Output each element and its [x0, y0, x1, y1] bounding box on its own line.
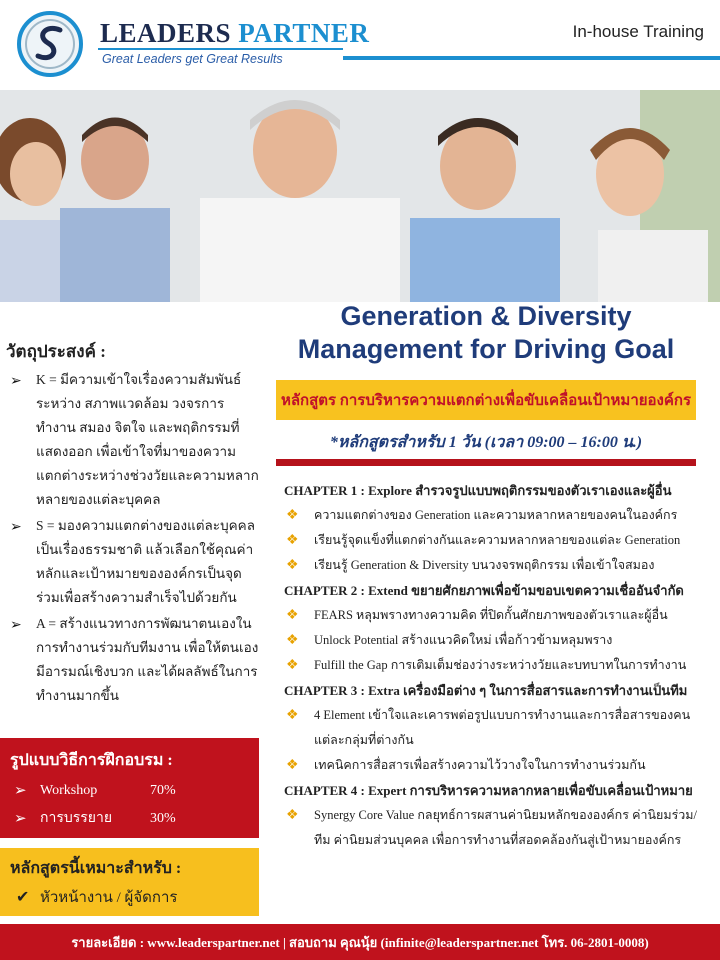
training-format-box: [0, 738, 259, 838]
brand-name-accent: PARTNER: [238, 18, 370, 48]
arrow-bullet-icon: ➢: [14, 783, 27, 799]
chapters-list: [284, 478, 704, 853]
training-format-label: Workshop: [40, 783, 98, 798]
chapter-item-text: ความแตกต่างของ Generation และความหลากหลายของคนในองค์กร: [314, 508, 678, 522]
chapter-block: [284, 478, 704, 578]
diamond-bullet-icon: ❖: [286, 633, 299, 648]
objective-text: A = สร้างแนวทางการพัฒนาตนเองในการทำงานร่วมกับทีมงาน เพื่อให้ตนเองมีอารมณ์เชิงบวก และได้ผลลัพธ์ในการทำงานมากขึ้น: [36, 616, 259, 703]
chapter-item-text: 4 Element เข้าใจและเคารพต่อรูปแบบการทำงานและการสื่อสารของคนแต่ละกลุ่มที่ต่างกัน: [314, 708, 691, 747]
chapter-item-text: เรียนรู้จุดแข็งที่แตกต่างกันและความหลากหลายของแต่ละ Generation: [314, 533, 681, 547]
chapter-item-text: Fulfill the Gap การเติมเต็มช่องว่างระหว่างวัยและบทบาทในการทำงาน: [314, 658, 687, 672]
audience-title: หลักสูตรนี้เหมาะสำหรับ :: [10, 860, 182, 877]
chapter-item-text: Synergy Core Value กลยุทธ์การผสานค่านิยมหลักขององค์กร ค่านิยมร่วม/ทีม ค่านิยมส่วนบุคคล เพื่อการทำงานที่สอดคล้องกันสู่เป้าหมายองค์กร: [314, 808, 698, 847]
team-photo-illustration: [0, 90, 720, 302]
logo-icon: [16, 10, 84, 78]
chapter-block: [284, 578, 704, 678]
team-photo-banner: [0, 90, 720, 302]
training-format-percent: 30%: [150, 811, 176, 826]
training-format-title: รูปแบบวิธีการฝึกอบรม :: [10, 752, 173, 769]
chapter-item: [284, 603, 704, 628]
chapter-item: [284, 653, 704, 678]
chapter-item: [284, 803, 704, 853]
objective-item: [8, 368, 260, 512]
objectives-list: [8, 368, 260, 710]
arrow-bullet-icon: ➢: [10, 374, 22, 389]
course-title-line-2: Management for Driving Goal: [297, 334, 675, 364]
objective-item: [8, 514, 260, 610]
chapter-heading: CHAPTER 3 : Extra เครื่องมือต่าง ๆ ในการสื่อสารและการทำงานเป็นทีม: [284, 683, 688, 698]
diamond-bullet-icon: ❖: [286, 558, 299, 573]
training-format-label: การบรรยาย: [40, 811, 113, 826]
brand-name-main: LEADERS: [100, 18, 239, 48]
section-divider: [276, 459, 696, 466]
diamond-bullet-icon: ❖: [286, 758, 299, 773]
objective-item: [8, 612, 260, 708]
audience-text: หัวหน้างาน / ผู้จัดการ: [40, 890, 178, 906]
objective-text: S = มองความแตกต่างของแต่ละบุคคลเป็นเรื่องธรรมชาติ แล้วเลือกใช้คุณค่าหลักและเป้าหมายขององค์กรเป็นจุดร่วมเพื่อสร้างความสำเร็จไปด้วยกัน: [36, 518, 255, 605]
chapter-item: [284, 503, 704, 528]
chapter-item: [284, 753, 704, 778]
chapter-heading: CHAPTER 4 : Expert การบริหารความหลากหลายเพื่อขับเคลื่อนเป้าหมาย: [284, 783, 693, 798]
header-divider: [98, 48, 343, 50]
chapter-item: [284, 703, 704, 753]
chapter-item: [284, 528, 704, 553]
diamond-bullet-icon: ❖: [286, 508, 299, 523]
audience-row: [10, 885, 249, 911]
training-format-row: [10, 777, 249, 805]
header: [0, 0, 720, 90]
course-duration: *หลักสูตรสำหรับ 1 วัน (เวลา 09:00 – 16:00 น.): [329, 434, 643, 451]
chapter-heading: CHAPTER 2 : Extend ขยายศักยภาพเพื่อข้ามขอบเขตความเชื่ออันจำกัด: [284, 583, 684, 598]
diamond-bullet-icon: ❖: [286, 808, 299, 823]
arrow-bullet-icon: ➢: [10, 520, 22, 535]
training-format-row: [10, 805, 249, 833]
brand-name: [100, 18, 369, 49]
header-divider-long: [343, 56, 720, 60]
chapter-item-text: Unlock Potential สร้างแนวคิดใหม่ เพื่อก้าวข้ามหลุมพราง: [314, 633, 613, 647]
course-title: [276, 300, 696, 366]
chapter-heading: CHAPTER 1 : Explore สำรวจรูปแบบพฤติกรรมของตัวเราเองและผู้อื่น: [284, 483, 672, 498]
chapter-item-text: FEARS หลุมพรางทางความคิด ที่ปิดกั้นศักยภาพของตัวเราและผู้อื่น: [314, 608, 668, 622]
diamond-bullet-icon: ❖: [286, 533, 299, 548]
training-type-badge: In-house Training: [572, 22, 704, 41]
chapter-item: [284, 553, 704, 578]
chapter-item-text: เรียนรู้ Generation & Diversity บนวงจรพฤติกรรม เพื่อเข้าใจสมอง: [314, 558, 655, 572]
diamond-bullet-icon: ❖: [286, 608, 299, 623]
course-subtitle: หลักสูตร การบริหารความแตกต่างเพื่อขับเคลื่อนเป้าหมายองค์กร: [276, 380, 696, 420]
contact-footer: รายละเอียด : www.leaderspartner.net | สอบถาม คุณนุ้ย (infinite@leaderspartner.net โทร. 06-2801-0008): [0, 924, 720, 960]
course-title-line-1: Generation & Diversity: [340, 301, 632, 331]
objectives-title: วัตถุประสงค์ :: [6, 342, 106, 361]
diamond-bullet-icon: ❖: [286, 658, 299, 673]
checkmark-icon: ✔: [16, 889, 30, 906]
objective-text: K = มีความเข้าใจเรื่องความสัมพันธ์ระหว่าง สภาพแวดล้อม วงจรการทำงาน สมอง จิตใจ และพฤติกรรมที่แสดงออก เพื่อเข้าใจที่มาของความแตกต่างระหว่างช่วงวัยและความหลากหลายของแต่ละบุคคล: [36, 372, 259, 507]
arrow-bullet-icon: ➢: [14, 811, 27, 827]
diamond-bullet-icon: ❖: [286, 708, 299, 723]
training-format-percent: 70%: [150, 783, 176, 798]
chapter-block: [284, 678, 704, 778]
chapter-item: [284, 628, 704, 653]
arrow-bullet-icon: ➢: [10, 618, 22, 633]
chapter-block: [284, 778, 704, 853]
audience-box: [0, 848, 259, 916]
brand-tagline: Great Leaders get Great Results: [102, 52, 283, 66]
chapter-item-text: เทคนิคการสื่อสารเพื่อสร้างความไว้วางใจในการทำงานร่วมกัน: [314, 758, 646, 772]
